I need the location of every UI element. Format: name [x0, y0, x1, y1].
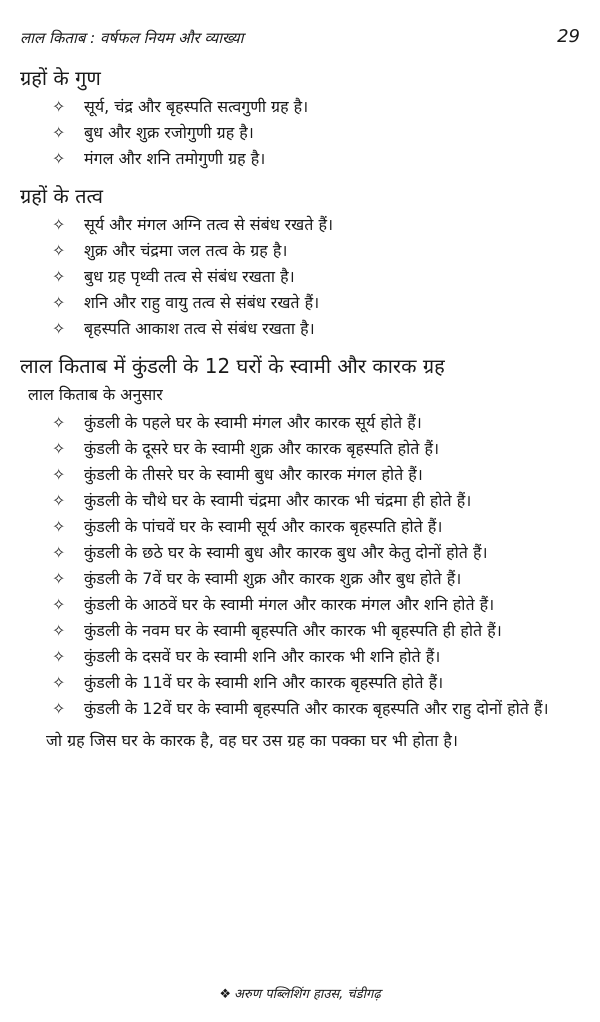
closing-paragraph: जो ग्रह जिस घर के कारक है, वह घर उस ग्रह का पक्का घर भी होता है। — [46, 731, 458, 750]
section-heading-planet-qualities: ग्रहों के गुण — [20, 66, 101, 90]
list-item — [20, 146, 582, 172]
list-item-text: कुंडली के चौथे घर के स्वामी चंद्रमा और कारक भी चंद्रमा ही होते हैं। — [84, 491, 472, 510]
bullet-star-icon: ✧ — [52, 241, 66, 260]
bullet-star-icon: ✧ — [52, 595, 66, 614]
section-heading-houses: लाल किताब में कुंडली के 12 घरों के स्वामी और कारक ग्रह — [20, 354, 445, 378]
bullet-star-icon: ✧ — [52, 517, 66, 536]
section-heading-planet-elements: ग्रहों के तत्व — [20, 184, 103, 208]
list-item-text: शुक्र और चंद्रमा जल तत्व के ग्रह है। — [84, 241, 288, 260]
list-item — [20, 670, 582, 696]
list-item — [20, 264, 582, 290]
bullet-star-icon: ✧ — [52, 699, 66, 718]
running-title: लाल किताब : वर्षफल नियम और व्याख्या — [20, 29, 244, 47]
publisher-name: अरुण पब्लिशिंग हाउस, चंडीगढ़ — [234, 987, 381, 1002]
bullet-star-icon: ✧ — [52, 267, 66, 286]
section-subheading: लाल किताब के अनुसार — [28, 385, 163, 404]
list-item — [20, 316, 582, 342]
bullet-star-icon: ✧ — [52, 673, 66, 692]
list-item-text: बुध और शुक्र रजोगुणी ग्रह है। — [84, 123, 254, 142]
list-item-text: कुंडली के छठे घर के स्वामी बुध और कारक बुध और केतु दोनों होते हैं। — [84, 543, 488, 562]
bullet-star-icon: ✧ — [52, 647, 66, 666]
list-item — [20, 514, 582, 540]
list-item — [20, 644, 582, 670]
list-item — [20, 618, 582, 644]
list-item-text: शनि और राहु वायु तत्व से संबंध रखते हैं। — [84, 293, 320, 312]
list-item-text: कुंडली के 12वें घर के स्वामी बृहस्पति और कारक बृहस्पति और राहु दोनों होते हैं। — [84, 699, 549, 718]
list-item-text: सूर्य और मंगल अग्नि तत्व से संबंध रखते हैं। — [84, 215, 334, 234]
list-item — [20, 540, 582, 566]
bullet-star-icon: ✧ — [52, 97, 66, 116]
houses-list — [20, 410, 582, 722]
bullet-star-icon: ✧ — [52, 413, 66, 432]
list-item-text: कुंडली के दसवें घर के स्वामी शनि और कारक भी शनि होते हैं। — [84, 647, 441, 666]
list-item-text: कुंडली के 7वें घर के स्वामी शुक्र और कारक शुक्र और बुध होते हैं। — [84, 569, 462, 588]
page-number: 29 — [557, 26, 580, 47]
list-item — [20, 120, 582, 146]
list-item-text: कुंडली के पहले घर के स्वामी मंगल और कारक सूर्य होते हैं। — [84, 413, 422, 432]
list-item — [20, 566, 582, 592]
planet-elements-list — [20, 212, 582, 342]
list-item-text: बृहस्पति आकाश तत्व से संबंध रखता है। — [84, 319, 315, 338]
list-item-text: कुंडली के आठवें घर के स्वामी मंगल और कारक मंगल और शनि होते हैं। — [84, 595, 495, 614]
bullet-star-icon: ✧ — [52, 543, 66, 562]
list-item — [20, 696, 582, 722]
list-item — [20, 462, 582, 488]
bullet-star-icon: ✧ — [52, 465, 66, 484]
list-item — [20, 290, 582, 316]
list-item — [20, 238, 582, 264]
list-item — [20, 592, 582, 618]
list-item — [20, 436, 582, 462]
list-item-text: सूर्य, चंद्र और बृहस्पति सत्वगुणी ग्रह है। — [84, 97, 309, 116]
list-item-text: कुंडली के दूसरे घर के स्वामी शुक्र और कारक बृहस्पति होते हैं। — [84, 439, 440, 458]
publisher-logo-icon: ❖ — [219, 987, 231, 1002]
list-item-text: कुंडली के पांचवें घर के स्वामी सूर्य और कारक बृहस्पति होते हैं। — [84, 517, 443, 536]
bullet-star-icon: ✧ — [52, 491, 66, 510]
page-header — [14, 26, 580, 52]
list-item-text: बुध ग्रह पृथ्वी तत्व से संबंध रखता है। — [84, 267, 295, 286]
list-item-text: मंगल और शनि तमोगुणी ग्रह है। — [84, 149, 266, 168]
page-footer — [0, 984, 600, 1002]
page-body — [20, 64, 582, 770]
bullet-star-icon: ✧ — [52, 215, 66, 234]
bullet-star-icon: ✧ — [52, 439, 66, 458]
bullet-star-icon: ✧ — [52, 123, 66, 142]
bullet-star-icon: ✧ — [52, 621, 66, 640]
planet-qualities-list — [20, 94, 582, 172]
bullet-star-icon: ✧ — [52, 569, 66, 588]
list-item — [20, 212, 582, 238]
bullet-star-icon: ✧ — [52, 293, 66, 312]
bullet-star-icon: ✧ — [52, 149, 66, 168]
bullet-star-icon: ✧ — [52, 319, 66, 338]
list-item-text: कुंडली के नवम घर के स्वामी बृहस्पति और कारक भी बृहस्पति ही होते हैं। — [84, 621, 502, 640]
list-item — [20, 488, 582, 514]
list-item — [20, 94, 582, 120]
list-item-text: कुंडली के तीसरे घर के स्वामी बुध और कारक मंगल होते हैं। — [84, 465, 423, 484]
list-item-text: कुंडली के 11वें घर के स्वामी शनि और कारक बृहस्पति होते हैं। — [84, 673, 444, 692]
list-item — [20, 410, 582, 436]
